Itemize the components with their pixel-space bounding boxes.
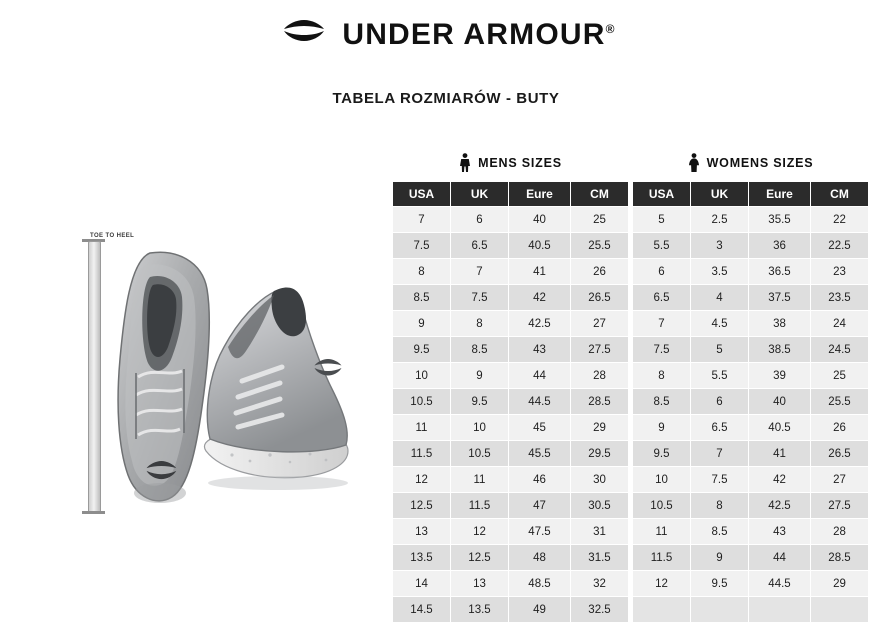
cell-usa xyxy=(633,597,691,623)
cell-usa: 8.5 xyxy=(393,285,451,311)
cell-usa: 9.5 xyxy=(633,441,691,467)
cell-cm: 32.5 xyxy=(571,597,629,623)
column-header-eur: Eure xyxy=(749,182,811,207)
cell-uk: 10 xyxy=(451,415,509,441)
table-row xyxy=(633,389,869,415)
cell-eur: 38 xyxy=(749,311,811,337)
cell-usa: 5 xyxy=(633,207,691,233)
under-armour-logo-icon xyxy=(276,18,332,52)
cell-usa: 11.5 xyxy=(393,441,451,467)
cell-usa: 8 xyxy=(633,363,691,389)
table-row xyxy=(633,259,869,285)
cell-eur: 40.5 xyxy=(749,415,811,441)
brand-name-text: UNDER ARMOUR xyxy=(342,18,606,51)
cell-uk: 9.5 xyxy=(691,571,749,597)
cell-eur: 42 xyxy=(509,285,571,311)
cell-eur xyxy=(749,597,811,623)
cell-eur: 43 xyxy=(509,337,571,363)
cell-cm: 22.5 xyxy=(811,233,869,259)
cell-usa: 9.5 xyxy=(393,337,451,363)
column-header-usa: USA xyxy=(633,182,691,207)
cell-uk: 8 xyxy=(691,493,749,519)
cell-uk: 5.5 xyxy=(691,363,749,389)
cell-eur: 45 xyxy=(509,415,571,441)
female-figure-icon xyxy=(688,153,700,173)
cell-uk: 4 xyxy=(691,285,749,311)
column-header-uk: UK xyxy=(451,182,509,207)
column-header-cm: CM xyxy=(571,182,629,207)
cell-cm: 28 xyxy=(571,363,629,389)
cell-cm: 29 xyxy=(811,571,869,597)
brand-header xyxy=(0,18,892,52)
table-row xyxy=(633,233,869,259)
cell-uk: 6 xyxy=(691,389,749,415)
table-row xyxy=(393,493,629,519)
table-header-row xyxy=(633,182,869,207)
toe-to-heel-label: TOE TO HEEL xyxy=(90,233,135,239)
cell-uk: 8 xyxy=(451,311,509,337)
cell-uk: 4.5 xyxy=(691,311,749,337)
cell-uk: 3 xyxy=(691,233,749,259)
cell-eur: 40 xyxy=(509,207,571,233)
cell-cm: 30.5 xyxy=(571,493,629,519)
womens-table-heading xyxy=(632,150,869,176)
table-header-row xyxy=(393,182,629,207)
table-row xyxy=(633,493,869,519)
table-row xyxy=(633,441,869,467)
table-row xyxy=(393,467,629,493)
table-row xyxy=(633,337,869,363)
cell-eur: 48.5 xyxy=(509,571,571,597)
cell-cm: 26.5 xyxy=(571,285,629,311)
cell-uk: 11 xyxy=(451,467,509,493)
cell-cm: 25.5 xyxy=(811,389,869,415)
cell-cm: 32 xyxy=(571,571,629,597)
cell-uk: 6.5 xyxy=(451,233,509,259)
cell-cm: 31 xyxy=(571,519,629,545)
cell-cm: 22 xyxy=(811,207,869,233)
cell-eur: 43 xyxy=(749,519,811,545)
cell-cm: 27 xyxy=(811,467,869,493)
table-row xyxy=(393,441,629,467)
table-row xyxy=(393,597,629,623)
mens-size-table xyxy=(392,181,629,623)
table-row xyxy=(393,259,629,285)
cell-eur: 48 xyxy=(509,545,571,571)
cell-usa: 10.5 xyxy=(633,493,691,519)
table-row xyxy=(633,467,869,493)
cell-usa: 12.5 xyxy=(393,493,451,519)
table-row xyxy=(393,389,629,415)
cell-cm: 26.5 xyxy=(811,441,869,467)
cell-usa: 7 xyxy=(633,311,691,337)
cell-usa: 10 xyxy=(633,467,691,493)
cell-cm: 25.5 xyxy=(571,233,629,259)
table-row xyxy=(393,285,629,311)
table-row xyxy=(393,311,629,337)
table-row-empty xyxy=(633,597,869,623)
cell-usa: 7.5 xyxy=(393,233,451,259)
cell-eur: 40.5 xyxy=(509,233,571,259)
cell-eur: 45.5 xyxy=(509,441,571,467)
cell-uk: 13.5 xyxy=(451,597,509,623)
table-row xyxy=(633,363,869,389)
cell-uk: 12.5 xyxy=(451,545,509,571)
mens-size-table-block xyxy=(392,150,629,623)
cell-cm: 27.5 xyxy=(571,337,629,363)
table-row xyxy=(393,571,629,597)
cell-uk: 3.5 xyxy=(691,259,749,285)
womens-table-label: WOMENS SIZES xyxy=(706,156,814,170)
cell-eur: 46 xyxy=(509,467,571,493)
cell-cm: 26 xyxy=(571,259,629,285)
cell-uk: 5 xyxy=(691,337,749,363)
cell-eur: 35.5 xyxy=(749,207,811,233)
shoe-photo-area xyxy=(44,215,384,545)
cell-usa: 14.5 xyxy=(393,597,451,623)
cell-eur: 47.5 xyxy=(509,519,571,545)
table-row xyxy=(633,545,869,571)
table-row xyxy=(393,207,629,233)
cell-eur: 42 xyxy=(749,467,811,493)
cell-cm: 26 xyxy=(811,415,869,441)
table-row xyxy=(393,337,629,363)
cell-eur: 44.5 xyxy=(749,571,811,597)
cell-uk: 7.5 xyxy=(691,467,749,493)
table-row xyxy=(633,311,869,337)
running-shoe-photo xyxy=(106,225,356,530)
cell-usa: 6.5 xyxy=(633,285,691,311)
cell-eur: 39 xyxy=(749,363,811,389)
cell-usa: 8.5 xyxy=(633,389,691,415)
cell-uk: 6 xyxy=(451,207,509,233)
cell-usa: 13 xyxy=(393,519,451,545)
measure-cap-bottom xyxy=(82,511,105,514)
cell-usa: 9 xyxy=(393,311,451,337)
cell-uk: 9.5 xyxy=(451,389,509,415)
cell-eur: 41 xyxy=(509,259,571,285)
cell-usa: 12 xyxy=(633,571,691,597)
cell-cm: 29 xyxy=(571,415,629,441)
column-header-usa: USA xyxy=(393,182,451,207)
cell-uk: 10.5 xyxy=(451,441,509,467)
mens-table-label: MENS SIZES xyxy=(478,156,562,170)
cell-cm: 27.5 xyxy=(811,493,869,519)
cell-usa: 11.5 xyxy=(633,545,691,571)
table-row xyxy=(393,363,629,389)
column-header-cm: CM xyxy=(811,182,869,207)
cell-usa: 10 xyxy=(393,363,451,389)
womens-size-table xyxy=(632,181,869,623)
cell-uk: 7 xyxy=(451,259,509,285)
cell-uk: 13 xyxy=(451,571,509,597)
cell-eur: 49 xyxy=(509,597,571,623)
cell-eur: 36 xyxy=(749,233,811,259)
table-row xyxy=(393,233,629,259)
cell-uk xyxy=(691,597,749,623)
table-row xyxy=(393,415,629,441)
cell-uk: 2.5 xyxy=(691,207,749,233)
cell-uk: 6.5 xyxy=(691,415,749,441)
cell-usa: 8 xyxy=(393,259,451,285)
cell-usa: 12 xyxy=(393,467,451,493)
measure-ruler xyxy=(88,241,101,513)
page-title: TABELA ROZMIARÓW - BUTY xyxy=(332,90,560,107)
cell-cm: 28 xyxy=(811,519,869,545)
cell-cm: 27 xyxy=(571,311,629,337)
mens-table-heading xyxy=(392,150,629,176)
brand-registered-mark: ® xyxy=(605,22,616,36)
cell-usa: 13.5 xyxy=(393,545,451,571)
cell-uk: 7 xyxy=(691,441,749,467)
cell-cm: 29.5 xyxy=(571,441,629,467)
table-row xyxy=(393,545,629,571)
cell-uk: 9 xyxy=(451,363,509,389)
cell-usa: 9 xyxy=(633,415,691,441)
cell-usa: 7 xyxy=(393,207,451,233)
cell-cm: 31.5 xyxy=(571,545,629,571)
male-figure-icon xyxy=(459,153,471,173)
cell-eur: 38.5 xyxy=(749,337,811,363)
cell-cm: 25 xyxy=(571,207,629,233)
cell-uk: 9 xyxy=(691,545,749,571)
cell-eur: 44 xyxy=(749,545,811,571)
cell-usa: 11 xyxy=(633,519,691,545)
cell-usa: 14 xyxy=(393,571,451,597)
cell-usa: 7.5 xyxy=(633,337,691,363)
cell-usa: 6 xyxy=(633,259,691,285)
cell-eur: 37.5 xyxy=(749,285,811,311)
cell-uk: 7.5 xyxy=(451,285,509,311)
cell-cm: 30 xyxy=(571,467,629,493)
column-header-eur: Eure xyxy=(509,182,571,207)
cell-usa: 11 xyxy=(393,415,451,441)
cell-cm xyxy=(811,597,869,623)
cell-cm: 24 xyxy=(811,311,869,337)
column-header-uk: UK xyxy=(691,182,749,207)
cell-uk: 8.5 xyxy=(451,337,509,363)
cell-eur: 41 xyxy=(749,441,811,467)
cell-usa: 5.5 xyxy=(633,233,691,259)
table-row xyxy=(633,571,869,597)
table-row xyxy=(633,207,869,233)
cell-cm: 24.5 xyxy=(811,337,869,363)
cell-eur: 44.5 xyxy=(509,389,571,415)
cell-uk: 8.5 xyxy=(691,519,749,545)
cell-cm: 28.5 xyxy=(571,389,629,415)
cell-cm: 23 xyxy=(811,259,869,285)
brand-name xyxy=(342,20,615,50)
table-row xyxy=(633,519,869,545)
cell-cm: 23.5 xyxy=(811,285,869,311)
cell-eur: 47 xyxy=(509,493,571,519)
cell-cm: 25 xyxy=(811,363,869,389)
cell-eur: 40 xyxy=(749,389,811,415)
cell-cm: 28.5 xyxy=(811,545,869,571)
cell-eur: 36.5 xyxy=(749,259,811,285)
table-row xyxy=(633,285,869,311)
cell-eur: 42.5 xyxy=(749,493,811,519)
cell-usa: 10.5 xyxy=(393,389,451,415)
womens-size-table-block xyxy=(632,150,869,623)
cell-eur: 44 xyxy=(509,363,571,389)
table-row xyxy=(633,415,869,441)
cell-eur: 42.5 xyxy=(509,311,571,337)
table-row xyxy=(393,519,629,545)
cell-uk: 12 xyxy=(451,519,509,545)
cell-uk: 11.5 xyxy=(451,493,509,519)
